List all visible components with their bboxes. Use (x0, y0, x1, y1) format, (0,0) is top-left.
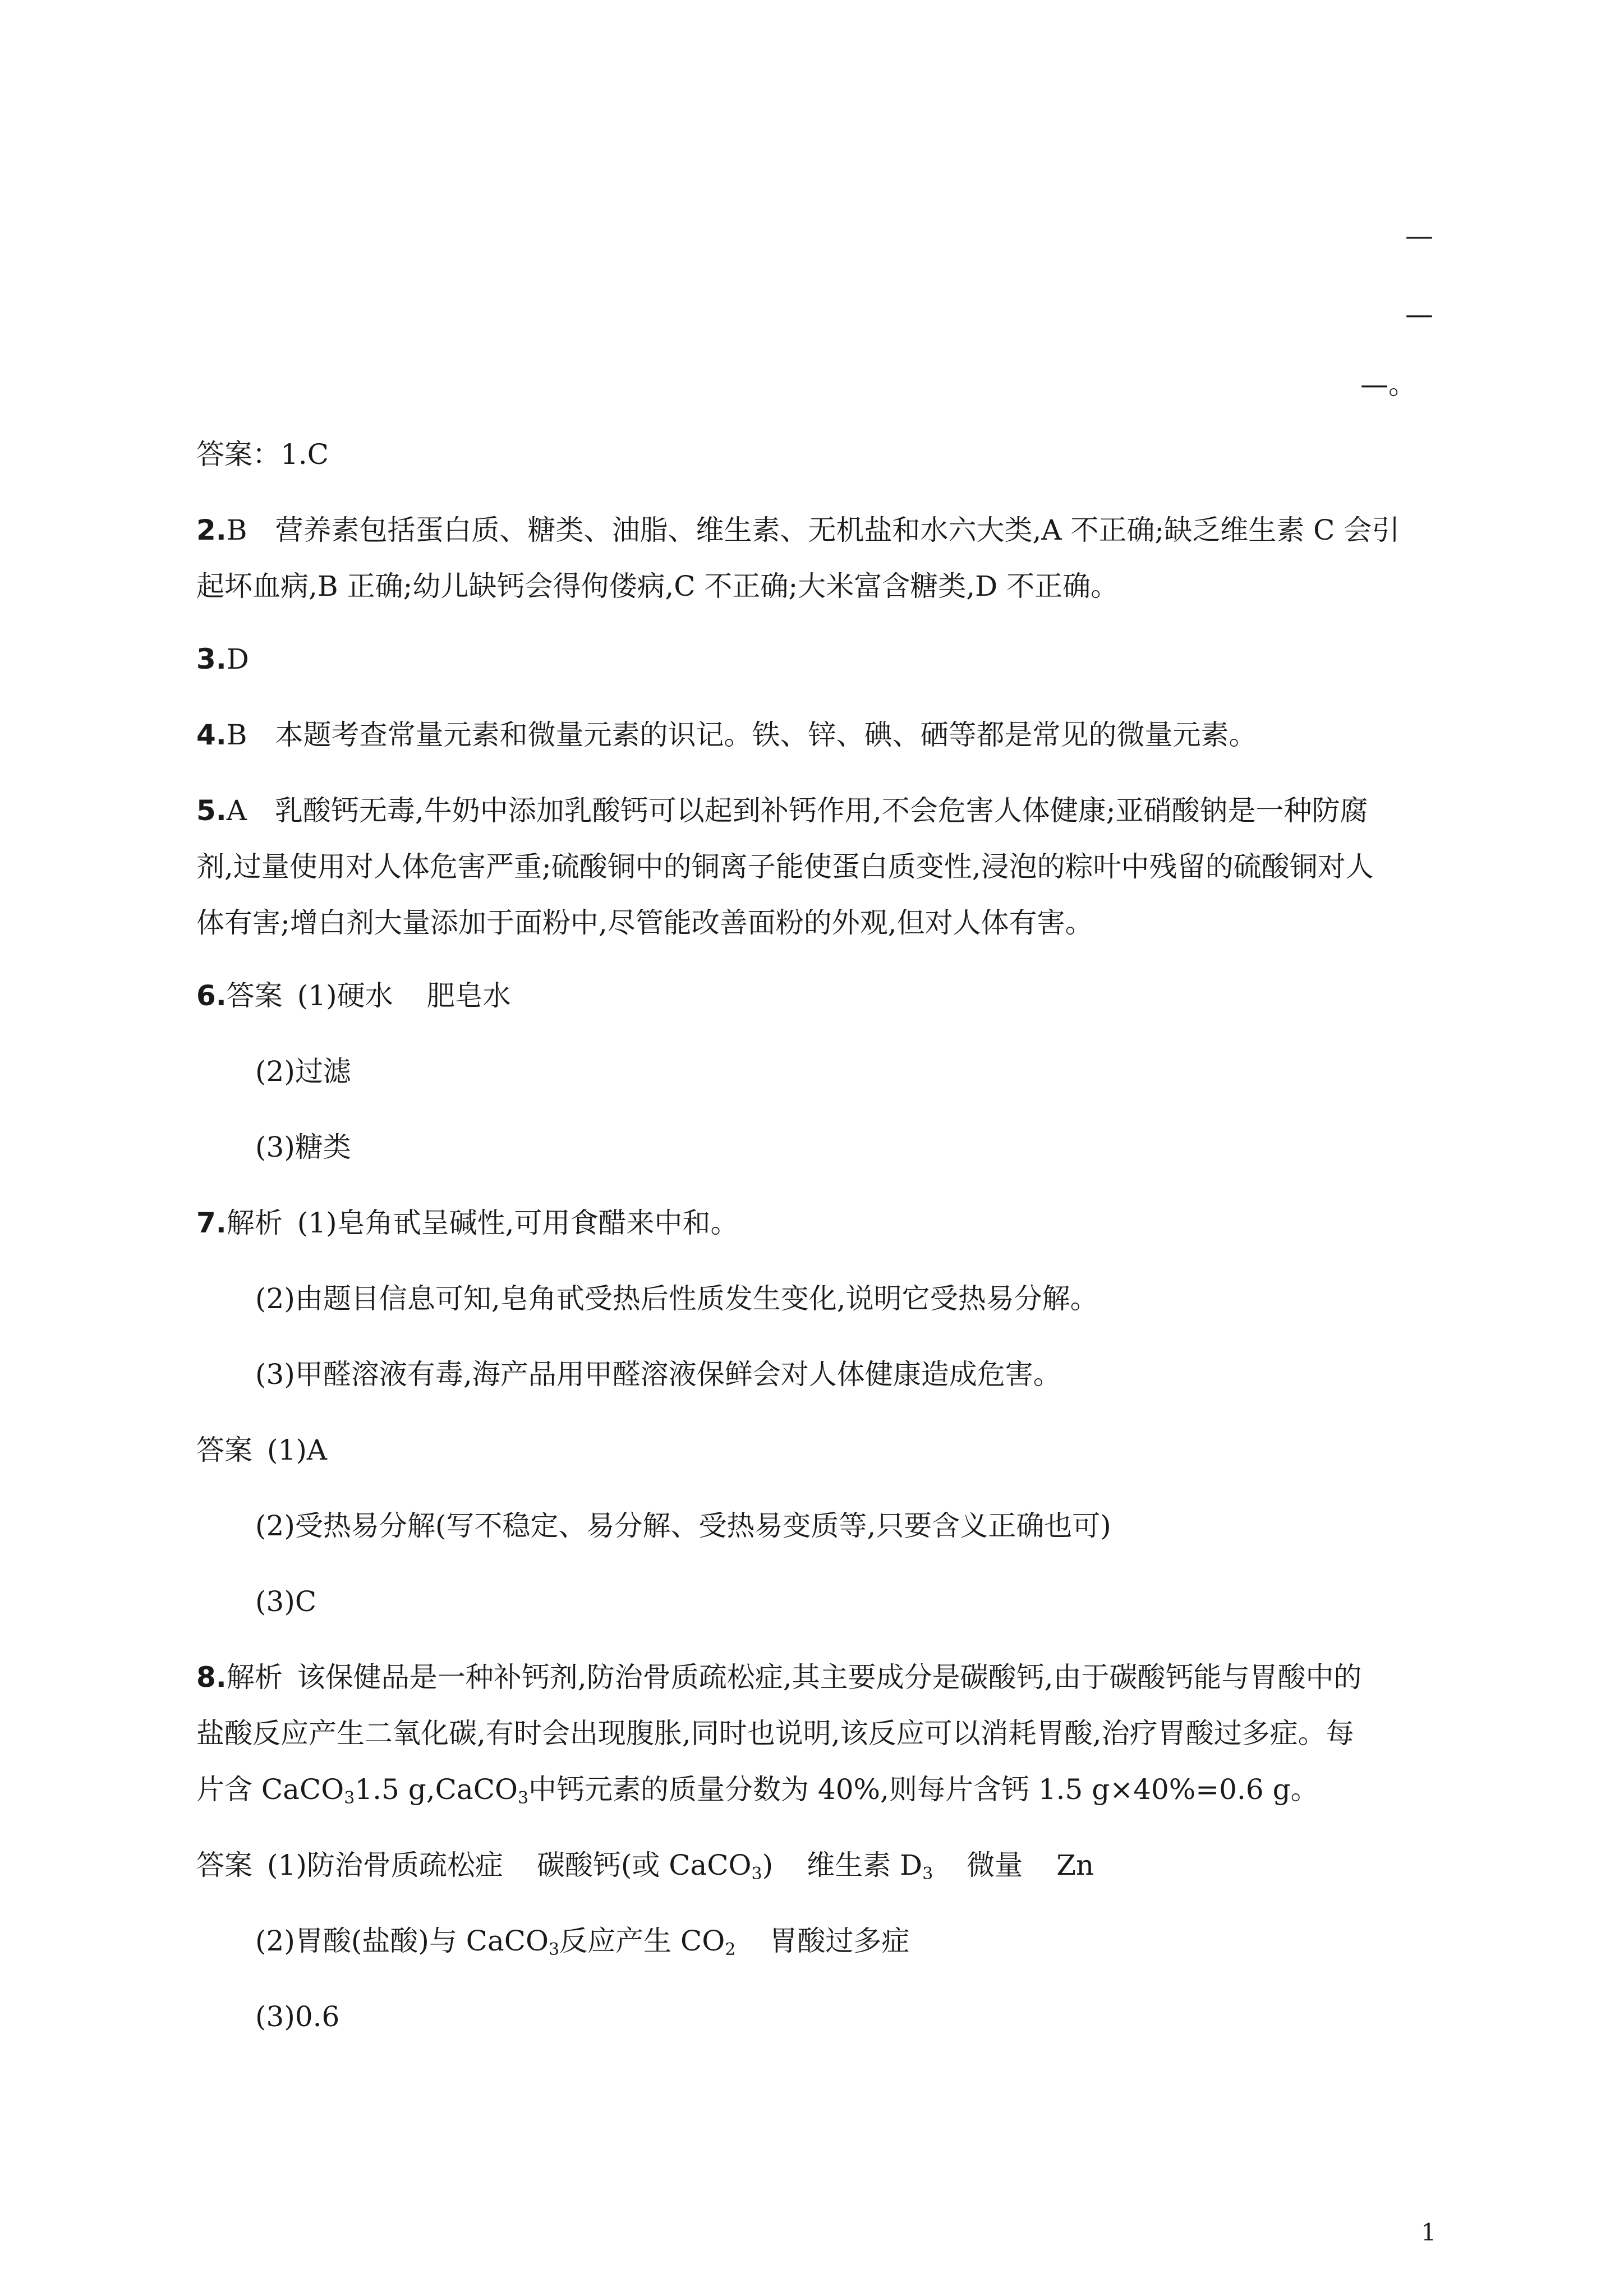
answer-label: 答案 (196, 1849, 252, 1881)
item-number: 3. (196, 643, 227, 675)
answer-part-1: (1)硬水 (297, 979, 393, 1012)
answer-part: 反应产生 CO (559, 1925, 725, 1957)
item-number: 5. (196, 794, 227, 827)
blank-line-3: —。 (1360, 368, 1416, 401)
answer-header: 答案：1.C (196, 438, 329, 471)
page-number: 1 (1421, 2219, 1436, 2246)
blank-line-1: — (1405, 219, 1433, 252)
item-5-line-1 (196, 794, 1368, 827)
item-2-line-2: 起坏血病,B 正确;幼儿缺钙会得佝偻病,C 不正确;大米富含糖类,D 不正确。 (196, 570, 1119, 602)
item-8-analysis-2: 盐酸反应产生二氧化碳,有时会出现腹胀,同时也说明,该反应可以消耗胃酸,治疗胃酸过多症。每 (196, 1717, 1354, 1750)
item-5-line-3: 体有害;增白剂大量添加于面粉中,尽管能改善面粉的外观,但对人体有害。 (196, 907, 1093, 939)
item-5-line-2: 剂,过量使用对人体危害严重;硫酸铜中的铜离子能使蛋白质变性,浸泡的粽叶中残留的硫酸铜对人 (196, 850, 1374, 883)
item-6-answer-2: (2)过滤 (255, 1055, 351, 1088)
item-8-answer-2 (255, 1924, 909, 1958)
item-number: 2. (196, 514, 227, 546)
item-8-analysis-3 (196, 1773, 1319, 1806)
analysis-part-1: (1)皂角甙呈碱性,可用食醋来中和。 (297, 1207, 739, 1239)
analysis-label: 解析 (226, 1207, 283, 1239)
item-text: B 本题考查常量元素和微量元素的识记。铁、锌、碘、硒等都是常见的微量元素。 (226, 719, 1257, 751)
answer-part: Zn (1056, 1849, 1094, 1881)
subscript: 2 (725, 1940, 736, 1959)
subscript: 3 (549, 1940, 560, 1959)
item-number: 4. (196, 719, 227, 751)
item-8-answer-1 (196, 1848, 1094, 1882)
subscript: 3 (344, 1788, 355, 1808)
item-6-answer (196, 979, 511, 1013)
item-6-answer-3: (3)糖类 (255, 1131, 351, 1163)
item-4-line-1 (196, 718, 1257, 752)
answer-part-1: (1)A (267, 1434, 327, 1466)
text-segment: 1.5 g,CaCO (355, 1773, 518, 1806)
item-3-line-1 (196, 642, 249, 676)
answer-part: 碳酸钙(或 CaCO (536, 1849, 752, 1881)
answer-part: 胃酸过多症 (769, 1925, 910, 1957)
answer-part-1b: 肥皂水 (426, 979, 511, 1012)
answer-label: 答案 (196, 1434, 252, 1466)
subscript: 3 (922, 1864, 933, 1884)
text-segment: 中钙元素的质量分数为 40%,则每片含钙 1.5 g×40%=0.6 g。 (528, 1773, 1319, 1806)
item-text: B 营养素包括蛋白质、糖类、油脂、维生素、无机盐和水六大类,A 不正确;缺乏维生素 C 会引 (226, 514, 1400, 546)
answer-part: 微量 (967, 1849, 1023, 1881)
item-7-analysis-2: (2)由题目信息可知,皂角甙受热后性质发生变化,说明它受热易分解。 (255, 1282, 1098, 1315)
item-2-line-1 (196, 513, 1400, 547)
answer-part: (2)胃酸(盐酸)与 CaCO (255, 1925, 549, 1957)
item-text: A 乳酸钙无毒,牛奶中添加乳酸钙可以起到补钙作用,不会危害人体健康;亚硝酸钠是一种防腐 (226, 794, 1368, 827)
item-7-analysis-3: (3)甲醛溶液有毒,海产品用甲醛溶液保鲜会对人体健康造成危害。 (255, 1358, 1061, 1391)
answer-part: (1)防治骨质疏松症 (267, 1849, 503, 1881)
item-number: 6. (196, 979, 227, 1012)
item-8-answer-3: (3)0.6 (255, 2000, 340, 2033)
subscript: 3 (517, 1788, 529, 1808)
answer-part: 维生素 D (807, 1849, 923, 1881)
blank-line-2: — (1405, 298, 1433, 330)
subscript: 3 (751, 1864, 762, 1884)
analysis-text: 该保健品是一种补钙剂,防治骨质疏松症,其主要成分是碳酸钙,由于碳酸钙能与胃酸中的 (297, 1661, 1362, 1694)
answer-label: 答案 (226, 979, 283, 1012)
item-7-answer-1 (196, 1433, 327, 1467)
item-number: 7. (196, 1207, 227, 1239)
item-8-analysis-1 (196, 1660, 1361, 1694)
analysis-label: 解析 (226, 1661, 283, 1694)
text-segment: 片含 CaCO (196, 1773, 344, 1806)
item-number: 8. (196, 1661, 227, 1694)
item-7-answer-3: (3)C (255, 1585, 317, 1618)
item-7-analysis-1 (196, 1206, 739, 1240)
item-text: D (226, 643, 249, 675)
item-7-answer-2: (2)受热易分解(写不稳定、易分解、受热易变质等,只要含义正确也可) (255, 1510, 1111, 1542)
answer-part: ) (762, 1849, 774, 1881)
